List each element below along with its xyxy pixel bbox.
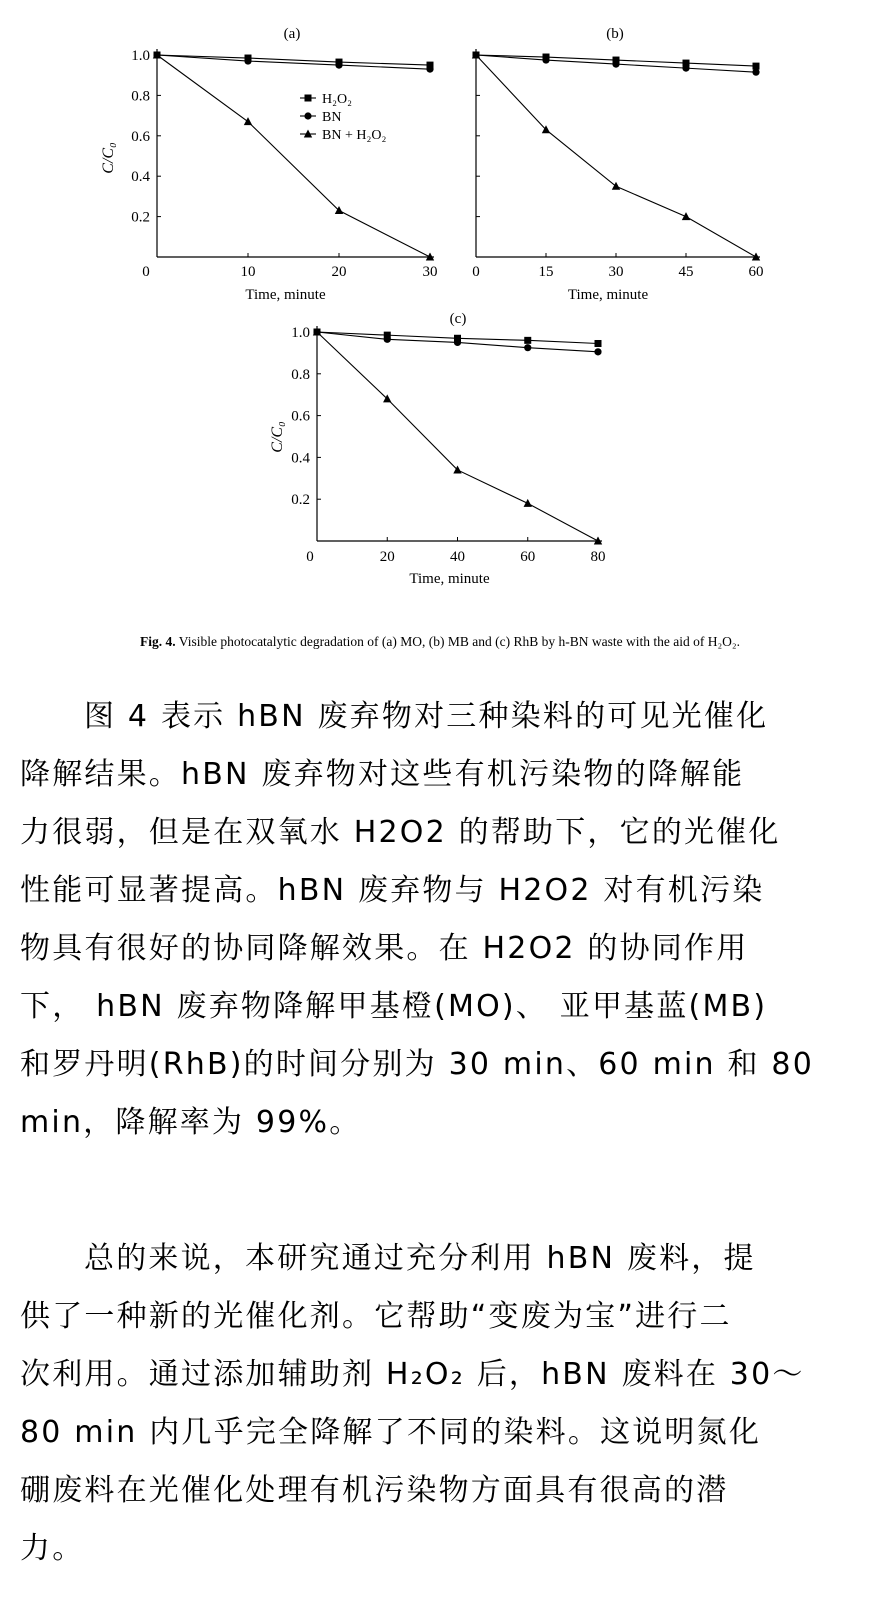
paragraph-line: 和罗丹明(RhB)的时间分别为 30 min、60 min 和 80 — [20, 1047, 814, 1082]
paragraph-line: 物具有很好的协同降解效果。在 H2O2 的协同作用 — [20, 931, 749, 966]
chart-c-y-tick-label: 0.6 — [291, 408, 310, 425]
chart-c-x-tick-label: 60 — [520, 549, 536, 565]
chart-c-series-line-2 — [317, 332, 598, 541]
paragraph-line: 次利用。通过添加辅助剂 H₂O₂ 后，hBN 废料在 30～ — [20, 1357, 805, 1392]
chart-c-y-tick-label: 0.2 — [291, 492, 310, 509]
chart-b-x-tick-label: 30 — [608, 264, 624, 280]
chart-c-x-tick-label: 40 — [450, 549, 465, 565]
paragraph-line: 力。 — [20, 1531, 85, 1566]
chart-b-point-circle — [682, 65, 689, 72]
caption-text: Visible photocatalytic degradation of (a) MO, (b) MB and (c) RhB by h-BN waste with the aid of H₂O₂. — [178, 634, 740, 649]
chart-b-x-tick-label: 45 — [678, 264, 694, 280]
chart-c-point-triangle — [524, 499, 532, 507]
chart-c-point-circle — [384, 336, 391, 343]
chart-c-point-circle — [594, 348, 601, 355]
chart-a-point-circle — [244, 57, 251, 64]
chart-a-x-tick-label: 20 — [331, 264, 347, 280]
chart-c-y-tick-label: 1.0 — [291, 325, 310, 341]
chart-a-y-tick-label: 0.6 — [131, 128, 150, 145]
legend-marker-square — [305, 95, 312, 102]
chart-a-point-circle — [426, 66, 433, 73]
chart-a-point-circle — [335, 62, 342, 69]
chart-b-x-tick-label: 0 — [472, 264, 480, 280]
legend-label: BN — [322, 110, 342, 125]
chart-a-title: (a) — [283, 26, 301, 42]
chart-c-y-tick-label: 0.8 — [291, 366, 310, 383]
chart-a-y-label: C/C₀ — [100, 142, 117, 174]
chart-c-point-square — [524, 337, 531, 344]
paragraph-line: 80 min 内几乎完全降解了不同的染料。这说明氮化 — [20, 1415, 762, 1450]
paragraph-results — [20, 688, 864, 1152]
chart-b-point-triangle — [612, 182, 620, 190]
chart-a-series-line-2 — [157, 55, 430, 257]
chart-c-title: (c) — [449, 311, 467, 327]
chart-b-x-tick-label: 15 — [538, 264, 554, 280]
paragraph-line: 图 4 表示 hBN 废弃物对三种染料的可见光催化 — [84, 699, 769, 734]
chart-a-y-tick-label: 1.0 — [131, 48, 150, 64]
chart-a-point-triangle — [244, 117, 252, 125]
paragraph-line: min，降解率为 99%。 — [20, 1105, 362, 1140]
paragraph-line: 降解结果。hBN 废弃物对这些有机污染物的降解能 — [20, 757, 745, 792]
chart-a-x-label: Time, minute — [245, 287, 326, 303]
legend-marker-circle — [304, 112, 311, 119]
paragraph-line: 供了一种新的光催化剂。它帮助“变废为宝”进行二 — [20, 1299, 732, 1334]
chart-a-series-line-1 — [157, 55, 430, 69]
chart-c-x-tick-label: 20 — [379, 549, 395, 565]
chart-a-x-tick-label: 30 — [422, 264, 438, 280]
chart-c-point-circle — [524, 344, 531, 351]
paragraph-line: 总的来说，本研究通过充分利用 hBN 废料，提 — [84, 1241, 756, 1276]
chart-c-x-label: Time, minute — [409, 571, 490, 587]
chart-c-point-circle — [454, 339, 461, 346]
chart-b-title: (b) — [606, 26, 624, 42]
chart-a-x-tick-label: 0 — [142, 264, 150, 280]
paragraph-line: 性能可显著提高。hBN 废弃物与 H2O2 对有机污染 — [20, 873, 765, 908]
chart-b-point-square — [753, 63, 760, 70]
figure-4 — [0, 0, 880, 690]
paragraph-line: 硼废料在光催化处理有机污染物方面具有很高的潜 — [20, 1473, 729, 1508]
chart-b-x-label: Time, minute — [567, 287, 649, 303]
chart-a-y-tick-label: 0.8 — [131, 88, 150, 105]
paragraph-line: 力很弱，但是在双氧水 H2O2 的帮助下，它的光催化 — [20, 815, 781, 850]
figure-caption — [0, 634, 880, 650]
chart-c-y-label: C/C₀ — [269, 421, 286, 453]
caption-prefix: Fig. 4. — [140, 634, 176, 649]
chart-c-point-square — [595, 340, 602, 347]
paragraph-line: 下， hBN 废弃物降解甲基橙(MO)、 亚甲基蓝(MB) — [20, 989, 768, 1024]
chart-c-y-tick-label: 0.4 — [291, 450, 310, 467]
chart-c-x-tick-label: 0 — [306, 549, 314, 565]
chart-a-y-tick-label: 0.4 — [131, 169, 150, 186]
chart-b-point-triangle — [682, 212, 690, 220]
chart-b-point-circle — [752, 69, 759, 76]
chart-c-x-tick-label: 80 — [590, 549, 606, 565]
chart-a-y-tick-label: 0.2 — [131, 209, 150, 226]
chart-b-point-circle — [612, 60, 619, 67]
legend-label: BN + H₂O₂ — [322, 128, 387, 143]
legend-label: H₂O₂ — [322, 92, 352, 107]
paragraph-conclusion — [20, 1230, 864, 1578]
chart-a-x-tick-label: 10 — [240, 264, 256, 280]
chart-b-point-circle — [542, 56, 549, 63]
chart-b-x-tick-label: 60 — [748, 264, 764, 280]
chart-b-series-line-2 — [476, 55, 756, 257]
